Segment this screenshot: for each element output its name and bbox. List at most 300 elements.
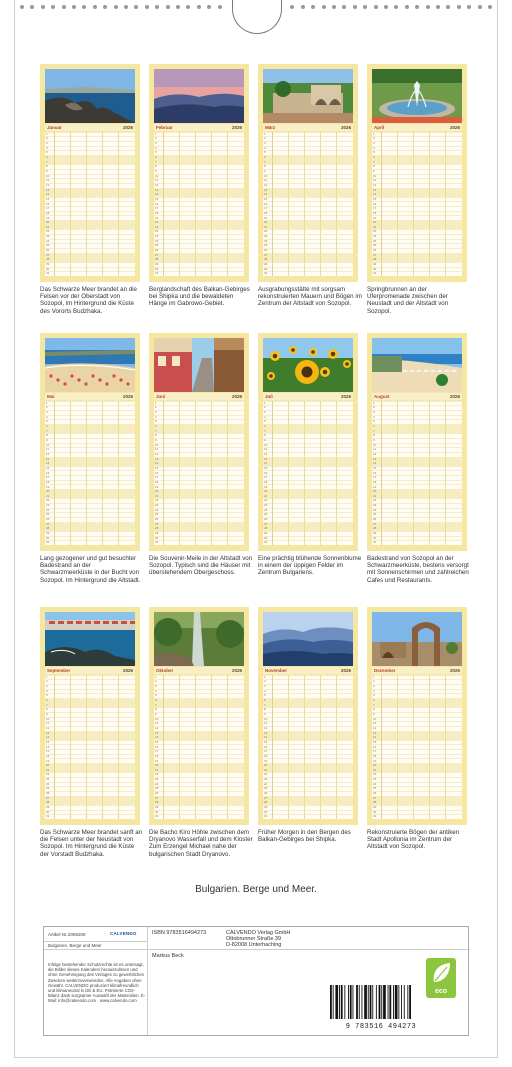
month-name: Januar [47,125,62,130]
day-number: 22 [264,772,268,777]
day-number: 3 [155,141,157,146]
month-header [263,393,353,400]
day-number: 8 [264,707,266,712]
day-number: 7 [373,159,375,164]
day-number: 10 [264,173,268,178]
binding-ring [290,5,294,9]
day-number: 7 [46,159,48,164]
day-number: 25 [46,786,50,791]
day-number: 14 [46,735,50,740]
day-number: 12 [155,725,159,730]
month-year: 2026 [340,668,351,673]
month-header [372,667,462,674]
day-number: 4 [264,688,266,693]
day-number: 2 [264,679,266,684]
day-number: 14 [373,461,377,466]
day-grid [45,675,135,819]
day-grid [154,675,244,819]
day-number: 30 [46,809,50,814]
binding-ring [342,5,346,9]
day-number: 10 [46,442,50,447]
month-caption: Das Schwarze Meer brandet an die Felsen vor der Oberstadt von Sozopol, im Hintergrund die Küste des Vororts Budzhaka. [40,286,137,315]
day-number: 4 [264,145,266,150]
day-number: 30 [373,809,377,814]
day-number: 31 [264,540,268,545]
day-number: 7 [264,702,266,707]
product-title: Bulgarien. Berge und Meer [48,943,102,948]
day-number: 29 [155,531,159,535]
isbn: ISBN 9783516494273 [152,930,207,936]
day-number: 11 [264,721,268,726]
day-number: 8 [155,707,157,712]
day-number: 1 [373,674,375,679]
day-number: 12 [155,182,159,187]
day-number: 18 [155,753,159,758]
day-number: 31 [46,814,50,819]
day-number: 18 [264,753,268,758]
day-number: 27 [46,252,50,257]
day-number: 13 [155,187,159,192]
calendar-title: Bulgarien. Berge und Meer. [195,884,317,895]
day-number: 24 [264,507,268,512]
day-number: 17 [373,749,377,754]
day-number: 15 [373,196,377,201]
day-number: 19 [155,215,159,220]
day-number: 19 [373,758,377,763]
day-number: 10 [264,716,268,721]
month-name: September [47,668,71,673]
publisher-street: Ottobrunner Straße 39 [226,936,282,942]
day-number: 13 [373,456,377,461]
month-april [367,64,467,282]
day-number: 17 [264,749,268,754]
day-number: 28 [373,526,377,531]
day-number: 21 [155,493,159,498]
day-number: 12 [373,451,377,456]
day-number: 21 [46,224,50,229]
day-number: 28 [155,800,159,805]
binding-ring [446,5,450,9]
month-year: 2026 [122,125,133,130]
day-number: 20 [155,763,159,768]
day-number: 14 [46,461,50,466]
month-juni [149,333,249,551]
day-number: 23 [264,777,268,782]
day-number: 7 [46,428,48,433]
article-number: 2066306 [68,932,86,937]
day-number: 14 [155,461,159,466]
day-number: 2 [46,405,48,410]
day-number: 26 [373,248,377,253]
day-number: 15 [264,196,268,201]
day-number: 7 [373,428,375,433]
month-year: 2026 [231,394,242,399]
month-caption: Früher Morgen in den Bergen des Balkan-Gebirges bei Shipka. [258,829,351,844]
day-number: 5 [155,419,157,424]
day-number: 21 [264,493,268,498]
day-number: 5 [46,419,48,424]
day-number: 13 [264,187,268,192]
day-number: 21 [155,224,159,229]
day-number: 28 [46,526,50,531]
binding-ring [322,5,326,9]
day-number: 13 [46,730,50,735]
month-name: Dezember [374,668,396,673]
binding-ring [488,5,492,9]
day-number: 8 [373,707,375,712]
day-number: 23 [264,503,268,508]
day-number: 18 [264,479,268,484]
day-number: 30 [46,266,50,271]
month-mai [40,333,140,551]
day-number: 28 [264,257,268,262]
day-number: 27 [264,252,268,257]
day-number: 16 [264,470,268,475]
day-number: 5 [46,693,48,698]
day-number: 5 [264,419,266,424]
day-number: 13 [155,456,159,461]
day-number: 23 [155,234,159,239]
day-number: 10 [46,716,50,721]
day-number: 5 [264,693,266,698]
day-number: 31 [373,540,377,545]
author: Markus Beck [152,953,184,959]
day-number: 21 [155,767,159,772]
binding-ring [311,5,315,9]
day-number: 26 [373,791,377,796]
day-number: 3 [373,410,375,415]
publisher-city: D-82008 Unterhaching [226,942,282,948]
day-number: 18 [46,210,50,215]
day-number: 17 [46,475,50,480]
day-number: 21 [373,224,377,229]
day-number: 3 [373,141,375,146]
day-grid [154,401,244,545]
day-number: 31 [264,271,268,276]
day-number: 4 [264,414,266,419]
day-number: 11 [46,178,50,183]
binding-ring [103,5,107,9]
month-november [258,607,358,825]
day-number: 30 [46,535,50,540]
month-year: 2026 [122,394,133,399]
day-number: 17 [155,475,159,480]
day-number: 29 [264,805,268,809]
month-juli [258,333,358,551]
day-number: 24 [46,781,50,786]
month-caption: Rekonstruierte Bögen der antiken Stadt Apollonia im Zentrum der Altstadt von Sozopol. [367,829,460,851]
eco-badge [426,958,456,998]
binding-ring [301,5,305,9]
day-number: 26 [155,791,159,796]
day-number: 9 [46,438,48,442]
day-number: 28 [373,257,377,262]
binding-ring [41,5,45,9]
day-number: 25 [155,243,159,248]
day-number: 1 [264,131,266,136]
day-number: 8 [264,433,266,438]
day-number: 15 [155,465,159,470]
day-number: 24 [373,507,377,512]
binding-ring [72,5,76,9]
day-number: 14 [264,461,268,466]
day-number: 22 [155,498,159,503]
binding-ring [467,5,471,9]
day-number: 30 [155,535,159,540]
day-number: 2 [373,136,375,141]
binding-ring [353,5,357,9]
day-number: 20 [373,763,377,768]
day-number: 12 [46,451,50,456]
day-number: 25 [46,512,50,517]
day-number: 12 [264,725,268,730]
day-number: 6 [264,698,266,703]
day-number: 6 [264,424,266,429]
day-number: 30 [264,809,268,814]
day-number: 5 [373,150,375,155]
month-januar [40,64,140,282]
day-number: 10 [373,442,377,447]
day-number: 27 [155,795,159,800]
binding-ring [134,5,138,9]
day-number: 1 [46,400,48,405]
day-number: 28 [46,257,50,262]
day-number: 27 [155,521,159,526]
article-label: Artikel Nr.: [48,932,69,937]
day-number: 11 [155,447,159,452]
day-number: 26 [264,248,268,253]
month-photo [372,612,462,666]
day-number: 23 [373,234,377,239]
day-number: 22 [155,772,159,777]
day-number: 1 [155,674,157,679]
day-number: 18 [46,753,50,758]
day-number: 27 [155,252,159,257]
binding-ring [197,5,201,9]
day-number: 31 [373,271,377,276]
day-number: 9 [155,438,157,442]
day-number: 11 [373,721,377,726]
month-year: 2026 [449,668,460,673]
day-number: 2 [373,405,375,410]
day-number: 12 [373,725,377,730]
day-number: 19 [264,484,268,489]
month-name: Februar [156,125,173,130]
month-name: April [374,125,385,130]
day-number: 17 [373,475,377,480]
day-number: 8 [373,164,375,169]
day-number: 15 [373,465,377,470]
day-number: 19 [46,215,50,220]
day-number: 5 [373,419,375,424]
day-number: 3 [373,684,375,689]
day-number: 22 [264,229,268,234]
day-grid [372,401,462,545]
day-number: 28 [264,526,268,531]
binding-ring [384,5,388,9]
day-number: 20 [373,489,377,494]
day-number: 29 [264,531,268,535]
day-number: 14 [264,735,268,740]
day-number: 20 [264,763,268,768]
day-number: 24 [373,238,377,243]
day-number: 13 [373,730,377,735]
day-number: 20 [46,763,50,768]
binding-ring [145,5,149,9]
month-photo [263,69,353,123]
day-number: 19 [46,758,50,763]
day-grid [263,132,353,276]
month-caption: Lang gezogener und gut besuchter Badestrand an der Schwarzmeerküste in der Bucht von Sozopol. Im Hintergrund die Altstadt. [40,555,141,584]
day-number: 28 [46,800,50,805]
day-number: 3 [264,684,266,689]
day-number: 14 [155,735,159,740]
day-number: 24 [264,238,268,243]
binding-ring [124,5,128,9]
month-oktober [149,607,249,825]
day-number: 26 [46,248,50,253]
day-number: 23 [373,777,377,782]
day-number: 15 [264,739,268,744]
day-number: 24 [46,507,50,512]
day-number: 10 [373,716,377,721]
day-number: 28 [155,257,159,262]
day-number: 8 [155,433,157,438]
day-number: 5 [373,693,375,698]
day-number: 15 [46,465,50,470]
day-number: 7 [264,428,266,433]
day-number: 28 [264,800,268,805]
day-number: 30 [155,809,159,814]
day-number: 6 [46,698,48,703]
day-number: 23 [155,777,159,782]
day-number: 19 [373,215,377,220]
barcode [326,985,436,1025]
day-number: 22 [264,498,268,503]
month-year: 2026 [122,668,133,673]
day-number: 28 [155,526,159,531]
binding-ring [457,5,461,9]
day-number: 7 [155,702,157,707]
day-number: 13 [264,730,268,735]
day-number: 18 [155,210,159,215]
month-header [154,393,244,400]
day-number: 4 [373,145,375,150]
month-caption: Die Souvenir-Meile in der Altstadt von Sozopol. Typisch sind die Häuser mit überstehendem Obergeschoss. [149,555,253,577]
day-number: 5 [155,150,157,155]
month-caption: Die Bacho Kiro Höhle zwischen dem Dryanovo Wasserfall und dem Kloster Zum Erzengel Michael nahe der bulgarischen Stadt Dryanovo. [149,829,253,858]
day-number: 26 [264,791,268,796]
binding-ring [363,5,367,9]
binding-ring [20,5,24,9]
day-number: 26 [46,517,50,522]
day-number: 4 [46,145,48,150]
day-number: 14 [46,192,50,197]
day-number: 16 [46,201,50,206]
binding-ring [426,5,430,9]
day-number: 23 [155,503,159,508]
binding-ring [405,5,409,9]
month-name: August [374,394,390,399]
day-number: 12 [264,182,268,187]
day-number: 14 [373,192,377,197]
day-number: 12 [373,182,377,187]
day-number: 4 [373,688,375,693]
day-number: 23 [46,777,50,782]
day-number: 13 [155,730,159,735]
month-september [40,607,140,825]
day-number: 17 [264,206,268,211]
month-photo [154,612,244,666]
month-year: 2026 [340,125,351,130]
day-number: 3 [46,141,48,146]
day-number: 9 [264,438,266,442]
day-number: 22 [46,498,50,503]
day-number: 29 [264,262,268,266]
day-number: 27 [46,795,50,800]
day-number: 13 [46,187,50,192]
day-number: 5 [264,150,266,155]
day-number: 9 [264,169,266,173]
day-number: 30 [264,266,268,271]
day-grid [372,132,462,276]
month-name: November [265,668,288,673]
day-number: 16 [155,744,159,749]
month-header [263,124,353,131]
day-number: 25 [264,786,268,791]
binding-ring [207,5,211,9]
day-number: 9 [373,169,375,173]
day-number: 26 [155,517,159,522]
day-number: 3 [46,684,48,689]
month-maerz [258,64,358,282]
day-number: 10 [46,173,50,178]
day-number: 26 [46,791,50,796]
day-number: 24 [46,238,50,243]
month-photo [45,69,135,123]
month-photo [372,69,462,123]
day-number: 8 [46,433,48,438]
day-number: 7 [46,702,48,707]
day-number: 19 [373,484,377,489]
day-number: 4 [155,414,157,419]
day-number: 11 [155,721,159,726]
day-number: 10 [155,173,159,178]
day-number: 31 [264,814,268,819]
day-number: 31 [155,540,159,545]
day-number: 30 [373,266,377,271]
month-dezember [367,607,467,825]
month-caption: Ausgrabungsstätte mit sorgsam rekonstruierten Mauern und Bögen im Zentrum der Altstadt von Sozopol. [258,286,362,308]
day-number: 20 [373,220,377,225]
day-number: 11 [46,447,50,452]
binding-ring [332,5,336,9]
day-number: 12 [264,451,268,456]
day-number: 17 [155,206,159,211]
day-number: 14 [373,735,377,740]
month-caption: Eine prächtig blühende Sonnenblume in einem der üppigen Felder im Zentrum Bulgariens. [258,555,362,577]
month-name: Juli [265,394,273,399]
month-year: 2026 [340,394,351,399]
day-number: 21 [373,493,377,498]
day-number: 3 [155,684,157,689]
day-number: 16 [373,201,377,206]
day-number: 20 [264,220,268,225]
day-number: 22 [46,772,50,777]
day-number: 16 [264,201,268,206]
day-number: 3 [46,410,48,415]
day-number: 10 [373,173,377,178]
